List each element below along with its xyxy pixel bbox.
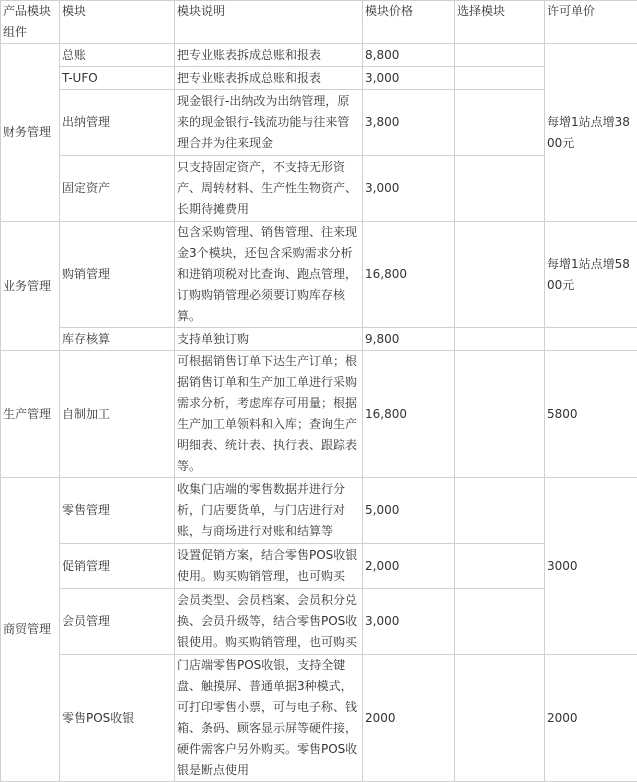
module-price: 5,000 (363, 478, 455, 544)
header-price: 模块价格 (363, 1, 455, 44)
table-row (1, 544, 637, 589)
header-license: 许可单价 (545, 1, 637, 44)
module-name: 零售管理 (60, 478, 175, 544)
header-module: 模块 (60, 1, 175, 44)
table-row (1, 90, 637, 156)
group-trade-license-a: 3000 (545, 478, 637, 655)
group-trade-license-b: 2000 (545, 655, 637, 782)
module-name: 固定资产 (60, 156, 175, 222)
module-description: 把专业账表拆成总账和报表 (175, 67, 363, 90)
module-price: 2000 (363, 655, 455, 782)
group-production-license: 5800 (545, 351, 637, 478)
module-description: 收集门店端的零售数据并进行分析，门店要货单，与门店进行对账，与商场进行对账和结算等 (175, 478, 363, 544)
module-name: 促销管理 (60, 544, 175, 589)
module-price: 3,000 (363, 156, 455, 222)
select-cell (455, 544, 545, 589)
header-description: 模块说明 (175, 1, 363, 44)
table-row (1, 478, 637, 544)
select-cell (455, 67, 545, 90)
module-description: 门店端零售POS收银，支持全键盘、触摸屏、普通单据3种模式，可打印零售小票，可与电子称、钱箱、条码、顾客显示屏等硬件接，硬件需客户另外购买。零售POS收银是断点使用 (175, 655, 363, 782)
header-component: 产品模块组件 (1, 1, 60, 44)
table-header-row (1, 1, 637, 44)
table-row (1, 351, 637, 478)
module-description: 会员类型、会员档案、会员积分兑换、会员升级等，结合零售POS收银使用。购买购销管理，也可购买 (175, 589, 363, 655)
table-row (1, 67, 637, 90)
group-business-name: 业务管理 (1, 222, 60, 351)
module-price: 3,000 (363, 589, 455, 655)
module-description: 支持单独订购 (175, 328, 363, 351)
module-name: 自制加工 (60, 351, 175, 478)
module-price: 16,800 (363, 351, 455, 478)
select-cell (455, 328, 545, 351)
module-name: 购销管理 (60, 222, 175, 328)
module-name: 出纳管理 (60, 90, 175, 156)
select-cell (455, 156, 545, 222)
select-cell (455, 351, 545, 478)
table-row (1, 222, 637, 328)
module-name: T-UFO (60, 67, 175, 90)
table-row (1, 156, 637, 222)
table-row (1, 328, 637, 351)
module-price: 3,800 (363, 90, 455, 156)
module-description: 只支持固定资产，不支持无形资产、周转材料、生产性生物资产、长期待摊费用 (175, 156, 363, 222)
select-cell (455, 90, 545, 156)
license-empty-cell (545, 328, 637, 351)
module-description: 包含采购管理、销售管理、往来现金3个模块，还包含采购需求分析和进销项税对比查询、跑点管理，订购购销管理必须要订购库存核算。 (175, 222, 363, 328)
header-select: 选择模块 (455, 1, 545, 44)
module-name: 会员管理 (60, 589, 175, 655)
select-cell (455, 655, 545, 782)
group-trade-name: 商贸管理 (1, 478, 60, 782)
select-cell (455, 44, 545, 67)
module-price: 9,800 (363, 328, 455, 351)
group-production-name: 生产管理 (1, 351, 60, 478)
module-name: 库存核算 (60, 328, 175, 351)
module-description: 可根据销售订单下达生产订单；根据销售订单和生产加工单进行采购需求分析，考虑库存可用量；根据生产加工单领料和入库；查询生产明细表、统计表、执行表、跟踪表等。 (175, 351, 363, 478)
select-cell (455, 478, 545, 544)
select-cell (455, 222, 545, 328)
module-name: 总账 (60, 44, 175, 67)
module-price: 2,000 (363, 544, 455, 589)
group-business-license: 每增1站点增5800元 (545, 222, 637, 328)
table-row (1, 589, 637, 655)
table-row (1, 655, 637, 782)
module-price: 3,000 (363, 67, 455, 90)
table-row (1, 44, 637, 67)
module-name: 零售POS收银 (60, 655, 175, 782)
module-price: 8,800 (363, 44, 455, 67)
select-cell (455, 589, 545, 655)
group-finance-license: 每增1站点增3800元 (545, 44, 637, 222)
module-description: 设置促销方案，结合零售POS收银使用。购买购销管理，也可购买 (175, 544, 363, 589)
module-price: 16,800 (363, 222, 455, 328)
group-finance-name: 财务管理 (1, 44, 60, 222)
module-description: 把专业账表拆成总账和报表 (175, 44, 363, 67)
module-description: 现金银行-出纳改为出纳管理，原来的现金银行-钱流功能与往来管理合并为往来现金 (175, 90, 363, 156)
